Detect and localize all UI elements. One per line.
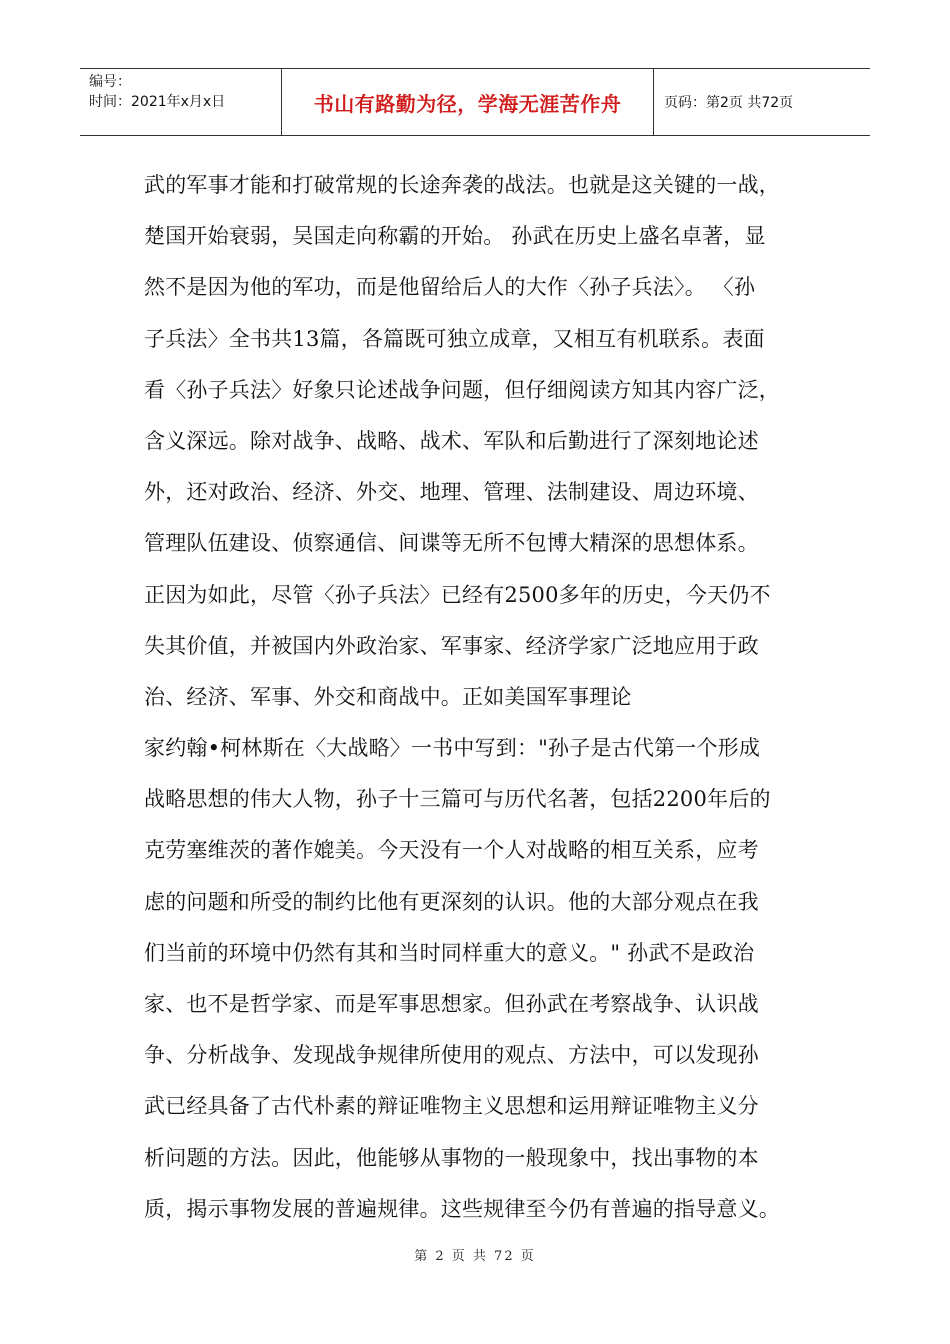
text-line: 质，揭示事物发展的普遍规律。这些规律至今仍有普遍的指导意义。: [144, 1196, 780, 1221]
text-line: 含义深远。除对战争、战略、战术、军队和后勤进行了深刻地论述: [144, 428, 759, 453]
text-line: 然不是因为他的军功，而是他留给后人的大作〈孙子兵法〉。 〈孙: [144, 275, 756, 300]
text-line: 析问题的方法。因此，他能够从事物的一般现象中，找出事物的本: [144, 1145, 759, 1170]
text-line: 治、经济、军事、外交和商战中。正如美国军事理论: [144, 684, 632, 709]
page-header: [80, 68, 870, 136]
header-motto: 书山有路勤为径，学海无涯苦作舟: [282, 69, 654, 135]
text-line: 管理队伍建设、侦察通信、间谍等无所不包博大精深的思想体系。: [144, 531, 759, 556]
text-line: 武已经具备了古代朴素的辩证唯物主义思想和运用辩证唯物主义分: [144, 1094, 759, 1119]
header-page-info: 页码：第2页 共72页: [664, 95, 794, 111]
header-meta: [80, 69, 282, 135]
text-line: 看〈孙子兵法〉好象只论述战争问题，但仔细阅读方知其内容广泛，: [144, 377, 780, 402]
text-line: 家约翰•柯林斯在〈大战略〉一书中写到："孙子是古代第一个形成: [144, 736, 761, 761]
document-body: [144, 160, 824, 1235]
text-line: 失其价值，并被国内外政治家、军事家、经济学家广泛地应用于政: [144, 633, 759, 658]
text-line: 们当前的环境中仍然有其和当时同样重大的意义。" 孙武不是政治: [144, 940, 755, 965]
text-line: 正因为如此，尽管〈孙子兵法〉已经有2500多年的历史，今天仍不: [144, 582, 771, 607]
time-label: 时间：2021年x月x日: [89, 94, 226, 110]
text-line: 楚国开始衰弱，吴国走向称霸的开始。 孙武在历史上盛名卓著，显: [144, 224, 766, 249]
text-line: 家、也不是哲学家、而是军事思想家。但孙武在考察战争、认识战: [144, 992, 759, 1016]
text-line: 武的军事才能和打破常规的长途奔袭的战法。也就是这关键的一战，: [144, 173, 780, 197]
text-line: 虑的问题和所受的制约比他有更深刻的认识。他的大部分观点在我: [144, 889, 759, 914]
number-label: 编号：: [89, 74, 131, 90]
text-line: 克劳塞维茨的著作媲美。今天没有一个人对战略的相互关系，应考: [144, 838, 759, 863]
text-line: 战略思想的伟大人物，孙子十三篇可与历代名著，包括2200年后的: [144, 787, 771, 812]
text-line: 外，还对政治、经济、外交、地理、管理、法制建设、周边环境、: [144, 480, 759, 505]
page-footer: 第 2 页 共 72 页: [414, 1249, 536, 1264]
text-line: 争、分析战争、发现战争规律所使用的观点、方法中，可以发现孙: [144, 1043, 759, 1068]
text-line: 子兵法〉全书共13篇，各篇既可独立成章，又相互有机联系。表面: [144, 326, 765, 351]
